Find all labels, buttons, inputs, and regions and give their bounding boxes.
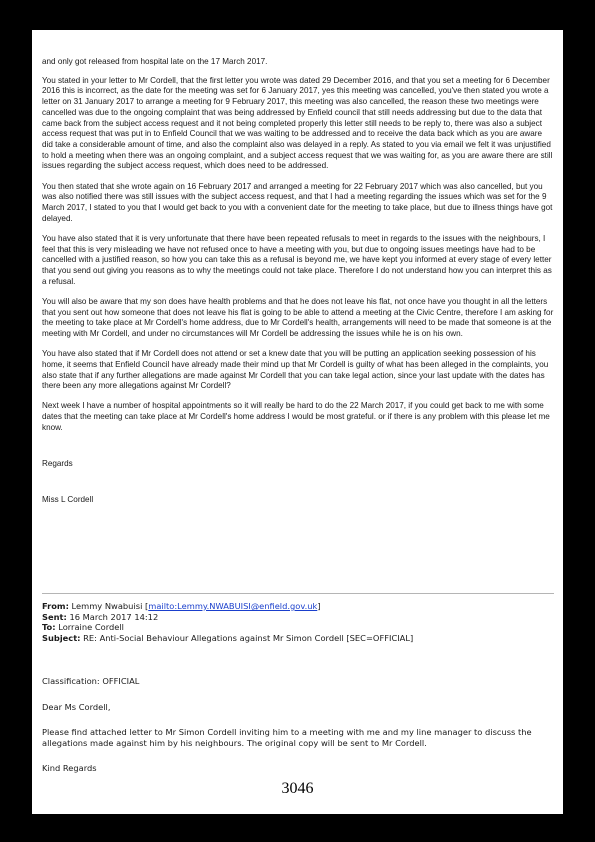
email-subject-label: Subject: (42, 632, 81, 643)
email-from-line: From: Lemmy Nwabuisi [mailto:Lemmy.NWABUISI@enfield.gov.uk] (42, 601, 321, 611)
letter-paragraph: You stated in your letter to Mr Cordell, that the first letter you wrote was dated 29 December 2016, and that you set a meeting for 6 December 2016 this is incorrect, as the date for the meeting was set for 6 January 2017, yes this meeting was cancelled, you've then stated you wrote a letter on 31 January 2017 to arrange a meeting for 9 February 2017, this meeting was also cancelled, the reason these two meetings were cancelled was due to the ongoing complaint that was being addressed by Enfield council that still needs addressing but due to the data that came back from the subject access request and it not being completed properly this letter still needs to be reply to, there was also a subject access request that was put in to Enfield Council that we was waiting to be addressed and to receive the data back which as you are aware did take a considerable amount of time, and also the complaint also was delayed in a reply. As stated to you via email we felt it was unjustified to hold a meeting when there was an ongoing complaint, and a subject access request that we was waiting for, as you are aware there are still issues regarding the subject access request, which does need to be addressed. (42, 75, 553, 171)
email-from-link[interactable]: mailto:Lemmy.NWABUISI@enfield.gov.uk (148, 601, 318, 611)
email-subject-line (42, 633, 554, 644)
email-subject-value: RE: Anti-Social Behaviour Allegations against Mr Simon Cordell [SEC=OFFICIAL] (83, 632, 414, 643)
email-body: Please find attached letter to Mr Simon Cordell inviting him to a meeting with me and my line manager to discuss the allegations made against him by his neighbours. The original copy will be sent to Mr Cordell. (42, 727, 532, 748)
letter-paragraph: and only got released from hospital late on the 17 March 2017. (42, 57, 268, 66)
letter-signature: Miss L Cordell (42, 495, 94, 505)
email-to-label: To: (42, 622, 56, 632)
letter-body (42, 57, 554, 516)
email-from-label: From: (42, 601, 69, 611)
letter-regards: Regards (42, 459, 73, 469)
letter-paragraph: Next week I have a number of hospital appointments so it will really be hard to do the 22 March 2017, if you could get back to me with some dates that the meeting can take place at Mr Cordell's home address I would be most grateful. or if there is any problem with this please let me know. (42, 401, 550, 432)
letter-paragraph: You then stated that she wrote again on 16 February 2017 and arranged a meeting for 22 February 2017 which was also cancelled, but you was also notified there was still issues with the subject access request, and that I had a meeting regarding the issues which was set for the 9 March 2017, I stated to you that I would get back to you with a convenient date for the meeting to take place, but due to illness things have got delayed. (42, 181, 553, 223)
email-to-value: Lorraine Cordell (58, 622, 124, 632)
email-closing: Kind Regards (42, 763, 97, 773)
email-sent-label: Sent: (42, 611, 67, 622)
email-salutation: Dear Ms Cordell, (42, 701, 111, 712)
email-divider (42, 593, 554, 594)
quoted-email (42, 601, 554, 774)
letter-paragraph: You have also stated that it is very unfortunate that there have been repeated refusals to meet in regards to the issues with the neighbours, I feel that this is very misleading we have not refused once to have a meeting with you, but due to ongoing issues meetings have had to be cancelled with a justified reason, so how you can take this as a refusal is beyond me, we have kept you informed at every stage of every letter that you send out giving you reasons as to why the meetings could not take place. Therefore I do not understand how you can interpret this as a refusal. (42, 233, 552, 286)
email-from-name: Lemmy Nwabuisi (71, 601, 143, 611)
page-number: 3046 (281, 780, 314, 797)
email-to-line (42, 622, 554, 633)
email-sent-value: 16 March 2017 14:12 (69, 611, 159, 622)
letter-paragraph: You will also be aware that my son does have health problems and that he does not leave his flat, not once have you thought in all the letters that you sent out how someone that does not leave his flat is going to be able to attend a meeting at the Civic Centre, therefore I am asking for the meeting to take place at Mr Cordell's home address, due to Mr Cordell's health, arrangements will need to be made that someone is at the meeting with Mr Cordell, and under no circumstances will Mr Cordell be addressing the issues while he is on his own. (42, 296, 554, 338)
email-classification: Classification: OFFICIAL (42, 676, 140, 686)
document-page (32, 30, 563, 814)
email-sent-line (42, 612, 554, 623)
letter-paragraph: You have also stated that if Mr Cordell does not attend or set a knew date that you will be putting an application seeking possession of his home, it seems that Enfield Council have already made their mind up that Mr Cordell is guilty of what has been alleged in the complaints, you also state that if any further allegations are made against Mr Cordell that you can take legal action, since your last update with the dates has there been any more allegations against Mr Cordell? (42, 349, 549, 391)
